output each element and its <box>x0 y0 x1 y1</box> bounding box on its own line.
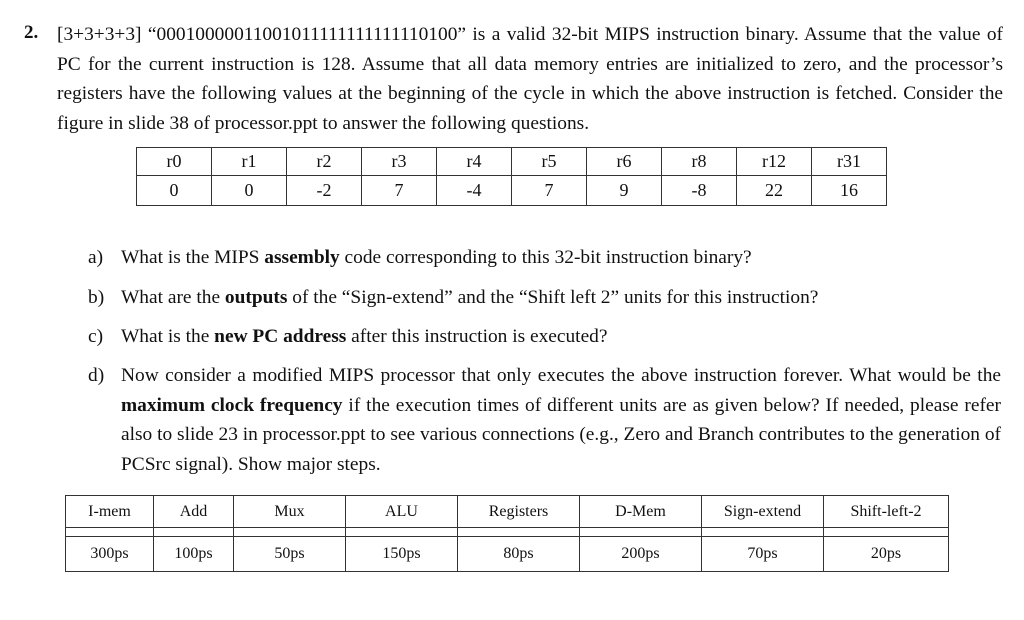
subquestion-label: a) <box>88 247 104 268</box>
register-value: 16 <box>812 176 887 206</box>
unit-time: 80ps <box>458 537 580 572</box>
unit-header: Sign-extend <box>702 496 824 528</box>
register-value: 0 <box>137 176 212 206</box>
subquestion-label: c) <box>88 326 104 347</box>
unit-header: D-Mem <box>580 496 702 528</box>
subquestion-text: What is the new PC address after this instruction is executed? <box>121 326 608 347</box>
unit-time: 20ps <box>824 537 949 572</box>
register-value-row <box>137 176 887 206</box>
unit-time: 70ps <box>702 537 824 572</box>
register-value: 7 <box>362 176 437 206</box>
register-value: 0 <box>212 176 287 206</box>
register-header: r31 <box>812 148 887 176</box>
subquestion-text: What are the outputs of the “Sign-extend” and the “Shift left 2” units for this instruction? <box>121 287 819 308</box>
register-header: r12 <box>737 148 812 176</box>
unit-time: 150ps <box>346 537 458 572</box>
register-header: r0 <box>137 148 212 176</box>
subquestion-label: d) <box>88 365 105 386</box>
subquestion-text: Now consider a modified MIPS processor that only executes the above instruction forever. What would be the maximum clock frequency if the execution times of different units are as given below? If needed, please refer also to slide 23 in processor.ppt to see various connections (e.g., Zero and Branch contributes to the generation of PCSrc signal). Show major steps. <box>121 365 1001 475</box>
unit-time: 50ps <box>234 537 346 572</box>
register-header: r4 <box>437 148 512 176</box>
unit-header: Registers <box>458 496 580 528</box>
table-spacer-row <box>66 528 949 537</box>
register-value: 7 <box>512 176 587 206</box>
register-header: r8 <box>662 148 737 176</box>
unit-header: I-mem <box>66 496 154 528</box>
unit-times-table <box>65 495 949 572</box>
register-header-row <box>137 148 887 176</box>
register-header: r3 <box>362 148 437 176</box>
register-header: r5 <box>512 148 587 176</box>
register-value: 22 <box>737 176 812 206</box>
question-number: 2. <box>24 22 39 43</box>
register-header: r6 <box>587 148 662 176</box>
register-values-table <box>136 147 887 206</box>
unit-time: 200ps <box>580 537 702 572</box>
unit-header: Shift-left-2 <box>824 496 949 528</box>
unit-value-row <box>66 537 949 572</box>
unit-header: Mux <box>234 496 346 528</box>
register-header: r1 <box>212 148 287 176</box>
unit-time: 100ps <box>154 537 234 572</box>
question-intro: [3+3+3+3] “00010000011001011111111111110100” is a valid 32-bit MIPS instruction binary. Assume that the value of PC for the current instruction is 128. Assume that all data memory entries are initialized to zero, and the processor’s registers have the following values at the beginning of the cycle in which the above instruction is fetched. Consider the figure in slide 38 of processor.ppt to answer the following questions. <box>57 24 1003 134</box>
register-header: r2 <box>287 148 362 176</box>
subquestion-text: What is the MIPS assembly code corresponding to this 32-bit instruction binary? <box>121 247 752 268</box>
unit-header: Add <box>154 496 234 528</box>
subquestion-label: b) <box>88 287 105 308</box>
unit-header: ALU <box>346 496 458 528</box>
register-value: -8 <box>662 176 737 206</box>
unit-header-row <box>66 496 949 528</box>
register-value: -4 <box>437 176 512 206</box>
unit-time: 300ps <box>66 537 154 572</box>
register-value: -2 <box>287 176 362 206</box>
register-value: 9 <box>587 176 662 206</box>
